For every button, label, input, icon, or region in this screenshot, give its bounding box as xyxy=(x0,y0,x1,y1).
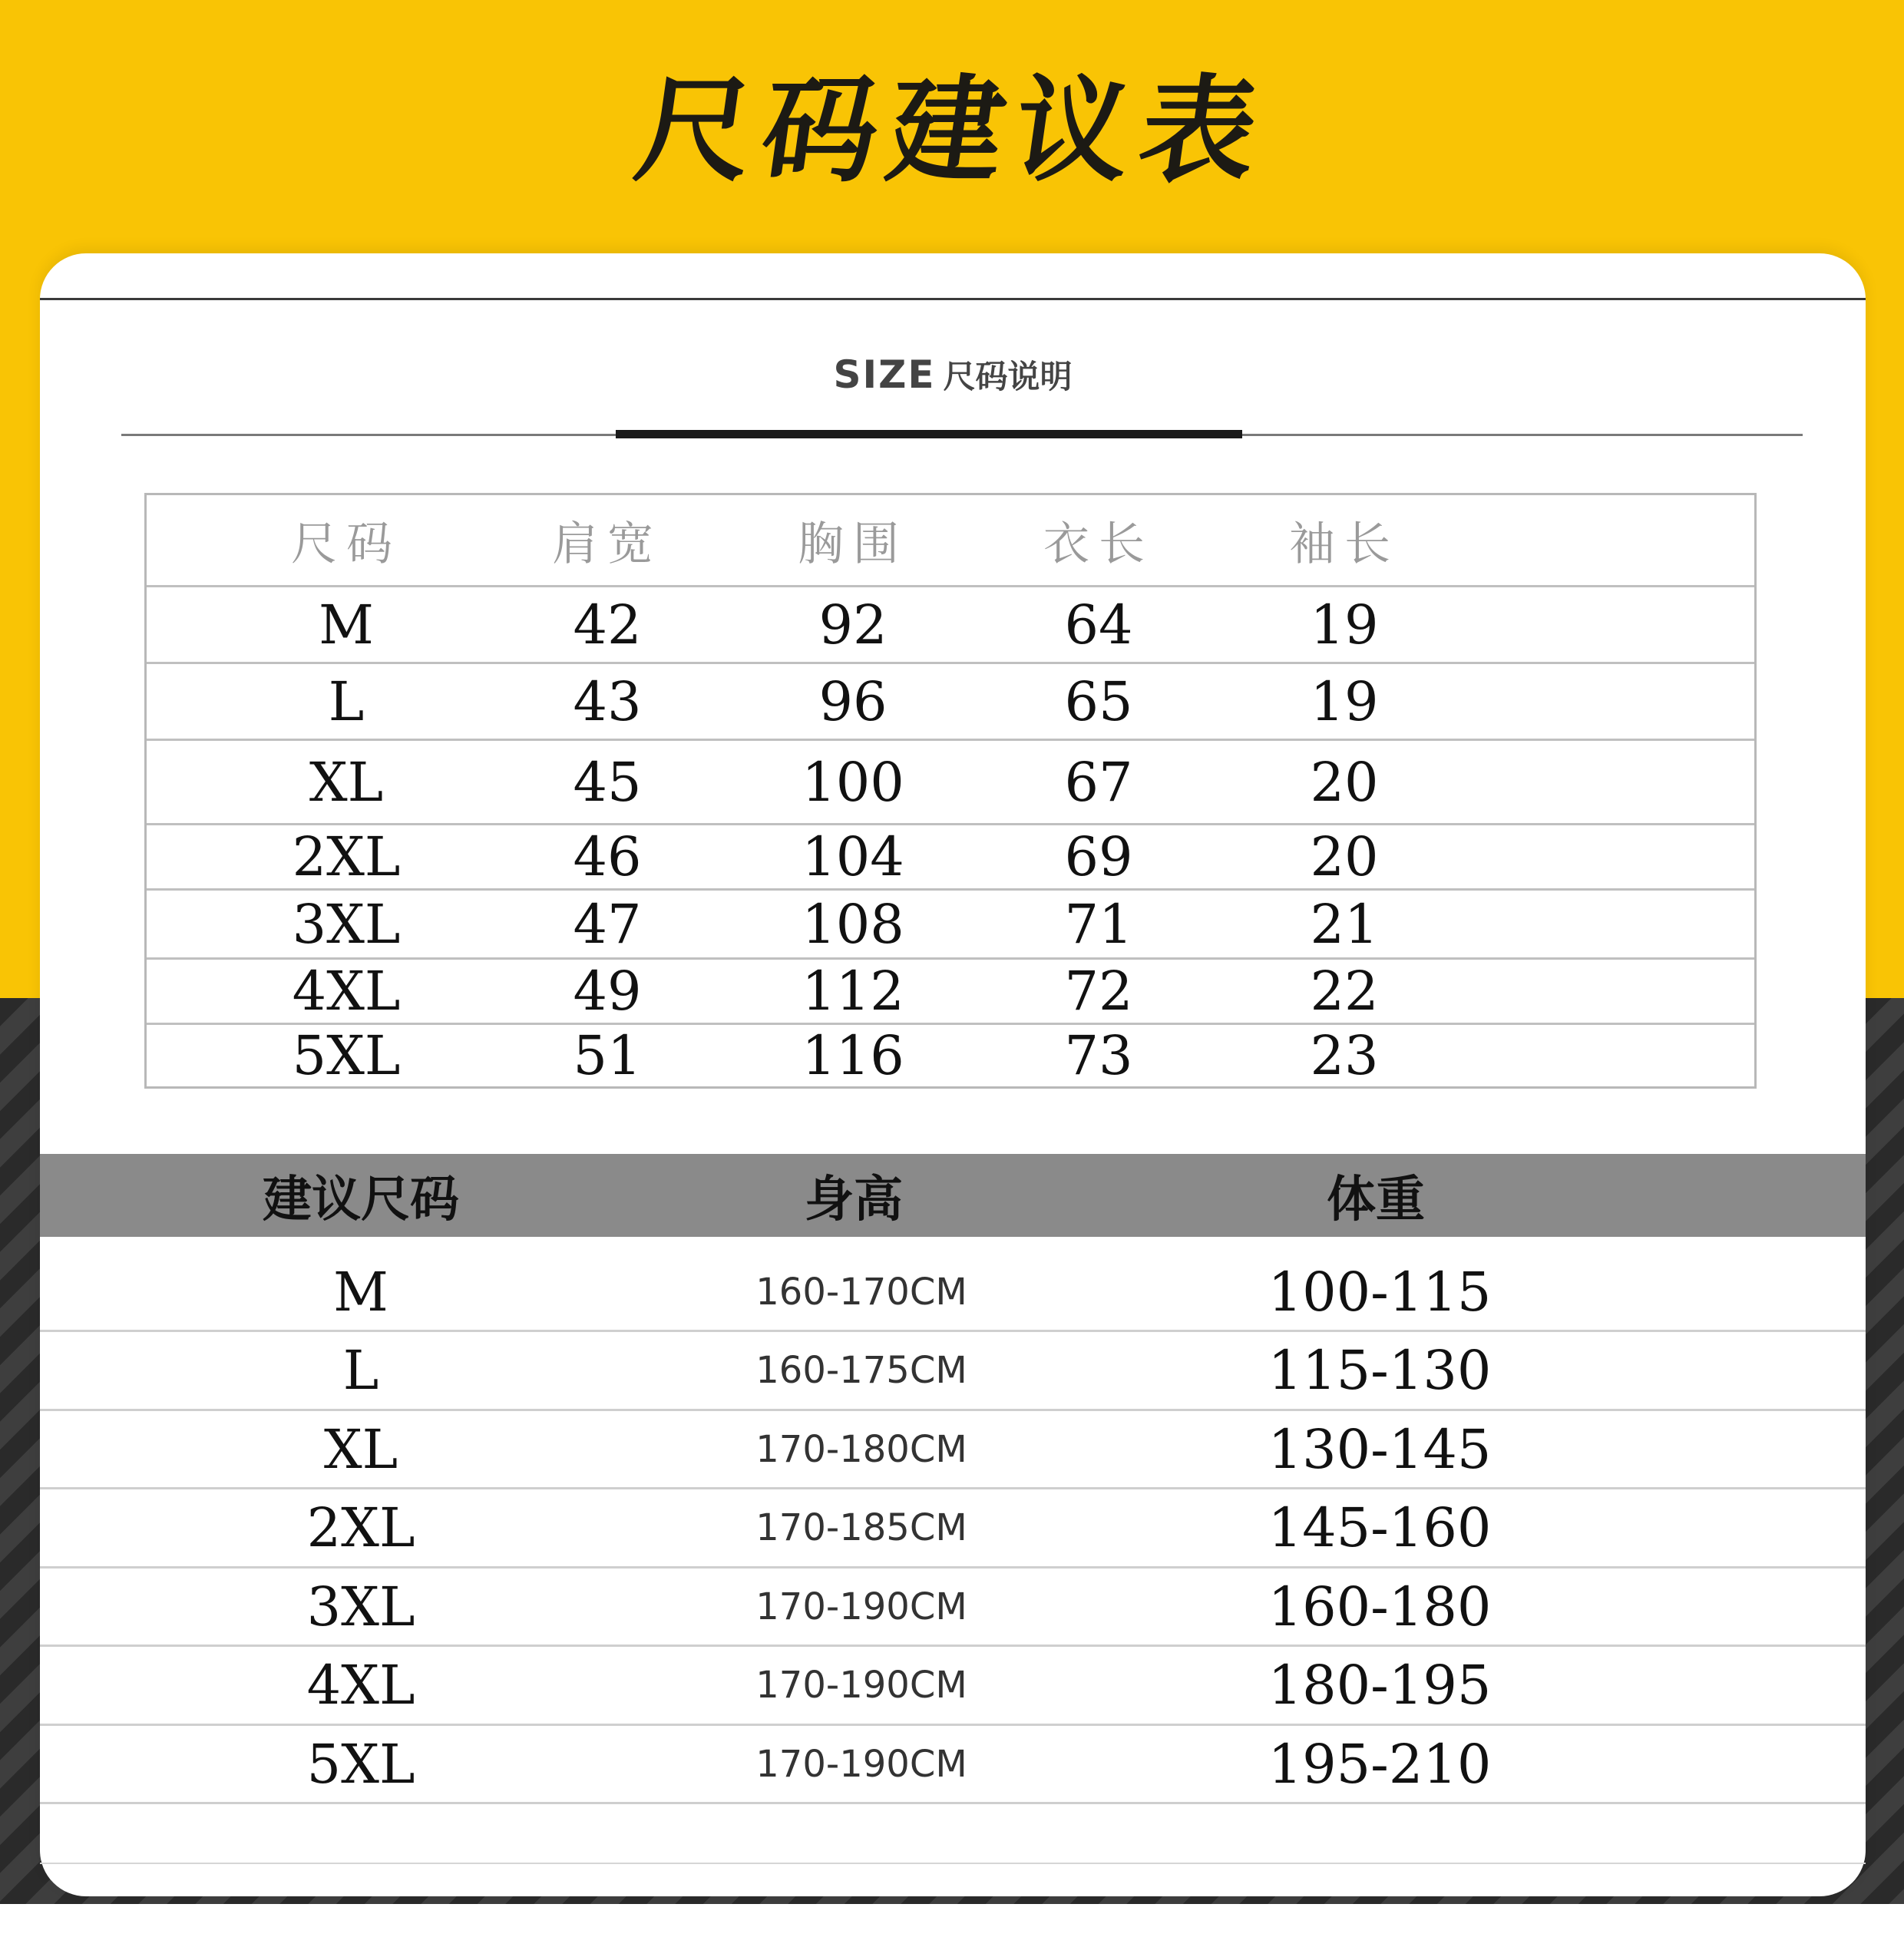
cell-weight: 145-160 xyxy=(1268,1496,1492,1559)
table-row xyxy=(147,741,1754,825)
cell-chest: 112 xyxy=(802,960,904,1023)
divider-thick xyxy=(616,430,1242,438)
cell-weight: 195-210 xyxy=(1268,1732,1492,1796)
cell-weight: 180-195 xyxy=(1268,1654,1492,1717)
size-table xyxy=(144,493,1757,1089)
table-row xyxy=(40,1726,1866,1804)
cell-shoulder: 45 xyxy=(573,750,642,814)
cell-height: 160-170CM xyxy=(755,1270,967,1314)
cell-size: 3XL xyxy=(292,892,401,956)
cell-recommended-size: M xyxy=(333,1260,388,1324)
cell-recommended-size: 3XL xyxy=(306,1575,415,1638)
cell-recommended-size: L xyxy=(342,1339,379,1402)
cell-shoulder: 46 xyxy=(573,825,642,888)
table-row xyxy=(40,1489,1866,1569)
header-sleeve: 袖长 xyxy=(1289,517,1400,571)
cell-shoulder: 43 xyxy=(573,669,642,733)
cell-height: 170-185CM xyxy=(755,1506,967,1549)
cell-size: 5XL xyxy=(292,1024,401,1087)
cell-height: 170-180CM xyxy=(755,1427,967,1471)
cell-weight: 115-130 xyxy=(1268,1339,1492,1402)
cell-chest: 100 xyxy=(802,750,904,814)
table-row xyxy=(147,587,1754,664)
table-row xyxy=(147,960,1754,1025)
table-row xyxy=(40,1411,1866,1489)
table-row xyxy=(147,891,1754,960)
cell-length: 71 xyxy=(1064,892,1133,956)
cell-weight: 160-180 xyxy=(1268,1575,1492,1638)
header-height: 身高 xyxy=(805,1171,903,1228)
cell-sleeve: 22 xyxy=(1310,960,1379,1023)
header-recommended-size: 建议尺码 xyxy=(263,1171,459,1228)
cell-shoulder: 49 xyxy=(573,960,642,1023)
cell-size: XL xyxy=(309,750,384,814)
cell-length: 69 xyxy=(1064,825,1133,888)
cell-sleeve: 20 xyxy=(1310,750,1379,814)
cell-weight: 130-145 xyxy=(1268,1417,1492,1481)
cell-height: 170-190CM xyxy=(755,1742,967,1786)
cell-chest: 116 xyxy=(802,1024,904,1087)
size-heading-zh: 尺码说明 xyxy=(943,358,1073,395)
header-chest: 胸围 xyxy=(798,517,908,571)
cell-chest: 92 xyxy=(818,593,888,656)
cell-height: 160-175CM xyxy=(755,1349,967,1392)
divider-bottom xyxy=(40,1863,1866,1864)
cell-length: 73 xyxy=(1064,1024,1133,1087)
table-row xyxy=(147,825,1754,891)
cell-size: 2XL xyxy=(292,825,401,888)
header-length: 衣长 xyxy=(1043,517,1154,571)
table-row xyxy=(147,664,1754,741)
size-table-header xyxy=(147,495,1754,587)
cell-recommended-size: XL xyxy=(323,1417,398,1481)
cell-sleeve: 23 xyxy=(1310,1024,1379,1087)
divider-top xyxy=(40,298,1866,300)
cell-height: 170-190CM xyxy=(755,1585,967,1628)
cell-chest: 96 xyxy=(818,669,888,733)
cell-length: 64 xyxy=(1064,593,1133,656)
cell-chest: 108 xyxy=(802,892,904,956)
table-row xyxy=(40,1332,1866,1411)
cell-sleeve: 21 xyxy=(1310,892,1379,956)
cell-size: M xyxy=(319,593,374,656)
table-row xyxy=(147,1025,1754,1086)
cell-recommended-size: 5XL xyxy=(306,1732,415,1796)
header-weight: 体重 xyxy=(1327,1171,1425,1228)
cell-shoulder: 47 xyxy=(573,892,642,956)
recommend-table-header xyxy=(40,1154,1866,1237)
cell-sleeve: 20 xyxy=(1310,825,1379,888)
cell-length: 72 xyxy=(1064,960,1133,1023)
cell-sleeve: 19 xyxy=(1310,669,1379,733)
cell-recommended-size: 2XL xyxy=(306,1496,415,1559)
cell-chest: 104 xyxy=(802,825,904,888)
cell-weight: 100-115 xyxy=(1268,1260,1492,1324)
cell-recommended-size: 4XL xyxy=(306,1654,415,1717)
cell-length: 65 xyxy=(1064,669,1133,733)
size-heading xyxy=(40,352,1866,398)
cell-size: L xyxy=(328,669,365,733)
size-heading-en: SIZE xyxy=(833,352,936,397)
size-chart-card xyxy=(40,253,1866,1896)
cell-size: 4XL xyxy=(292,960,401,1023)
header-shoulder: 肩宽 xyxy=(552,517,663,571)
cell-sleeve: 19 xyxy=(1310,593,1379,656)
header-size: 尺码 xyxy=(291,517,402,571)
cell-shoulder: 42 xyxy=(573,593,642,656)
cell-shoulder: 51 xyxy=(573,1024,642,1087)
table-row xyxy=(40,1254,1866,1332)
table-row xyxy=(40,1647,1866,1726)
cell-length: 67 xyxy=(1064,750,1133,814)
background-bottom xyxy=(0,1904,1904,1947)
cell-height: 170-190CM xyxy=(755,1664,967,1707)
page-title: 尺码建议表 xyxy=(627,63,1277,198)
table-row xyxy=(40,1569,1866,1647)
